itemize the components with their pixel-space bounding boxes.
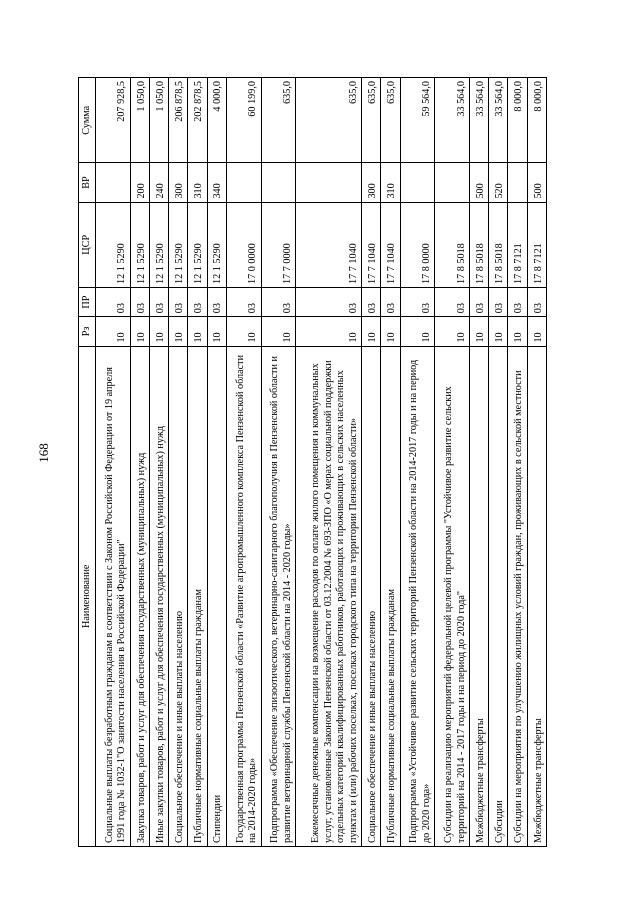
table-row [469, 78, 488, 847]
cell-csr: 17 7 1040 [362, 202, 381, 287]
cell-sum: 1 050,0 [130, 78, 149, 164]
cell-pr: 03 [508, 287, 527, 316]
cell-csr: 17 0 0000 [226, 202, 261, 287]
cell-sum: 206 878,5 [169, 78, 188, 164]
cell-rz: 10 [508, 317, 527, 346]
cell-csr: 17 8 5018 [469, 202, 488, 287]
cell-vr [400, 163, 435, 202]
table-row [296, 78, 362, 847]
cell-vr: 300 [362, 163, 381, 202]
cell-name: Стипендии [207, 346, 226, 846]
cell-pr: 03 [296, 287, 362, 316]
table-header-row [79, 78, 96, 847]
cell-vr: 500 [469, 163, 488, 202]
table-row [362, 78, 381, 847]
table-row [381, 78, 400, 847]
cell-pr: 03 [362, 287, 381, 316]
cell-pr: 03 [130, 287, 149, 316]
cell-vr [508, 163, 527, 202]
cell-name: Субсидии [489, 346, 508, 846]
cell-sum: 60 199,0 [226, 78, 261, 164]
cell-csr: 17 8 5018 [489, 202, 508, 287]
cell-sum: 8 000,0 [527, 78, 546, 164]
header-vr: ВР [79, 163, 96, 202]
cell-rz: 10 [489, 317, 508, 346]
cell-csr: 17 8 5018 [435, 202, 470, 287]
cell-pr: 03 [226, 287, 261, 316]
table-body [96, 78, 547, 847]
cell-sum: 1 050,0 [149, 78, 168, 164]
cell-name: Межбюджетные трансферты [527, 346, 546, 846]
budget-table [78, 77, 547, 847]
cell-name: Ежемесячные денежные компенсации на возмещение расходов по оплате жилого помещения и коммунальных услуг, установленные Законом Пензенской области от 03.12.2004 № 693-ЗПО «О мерах социальной поддержки отдельных категорий квалифицированных работников, работающих и проживающих в сельских населенных пунктах и (или) рабочих поселках, поселках городского типа на территории Пензенской области» [296, 346, 362, 846]
table-row [261, 78, 296, 847]
header-csr: ЦСР [79, 202, 96, 287]
cell-csr: 12 1 5290 [130, 202, 149, 287]
cell-csr: 17 7 1040 [381, 202, 400, 287]
cell-pr: 03 [169, 287, 188, 316]
header-name: Наименование [79, 346, 96, 846]
cell-csr: 12 1 5290 [169, 202, 188, 287]
cell-name: Социальное обеспечение и иные выплаты населению [169, 346, 188, 846]
cell-sum: 4 000,0 [207, 78, 226, 164]
cell-csr: 12 1 5290 [149, 202, 168, 287]
cell-sum: 33 564,0 [489, 78, 508, 164]
cell-csr: 12 1 5290 [188, 202, 207, 287]
cell-sum: 59 564,0 [400, 78, 435, 164]
cell-sum: 635,0 [381, 78, 400, 164]
header-rz: Рз [79, 317, 96, 346]
cell-pr: 03 [149, 287, 168, 316]
cell-pr: 03 [381, 287, 400, 316]
cell-name: Государственная программа Пензенской области «Развитие агропромышленного комплекса Пензенской области на 2014-2020 годы» [226, 346, 261, 846]
cell-rz: 10 [226, 317, 261, 346]
table-row [435, 78, 470, 847]
table-row [169, 78, 188, 847]
cell-sum: 33 564,0 [469, 78, 488, 164]
cell-rz: 10 [469, 317, 488, 346]
cell-name: Межбюджетные трансферты [469, 346, 488, 846]
cell-rz: 10 [381, 317, 400, 346]
cell-vr: 200 [130, 163, 149, 202]
cell-sum: 635,0 [362, 78, 381, 164]
cell-sum: 207 928,5 [96, 78, 131, 164]
cell-rz: 10 [96, 317, 131, 346]
table-row [207, 78, 226, 847]
cell-rz: 10 [261, 317, 296, 346]
cell-name: Подпрограмма «Устойчивое развитие сельских территорий Пензенской области на 2014-2017 годы и на период до 2020 года» [400, 346, 435, 846]
cell-pr: 03 [207, 287, 226, 316]
cell-vr: 310 [381, 163, 400, 202]
cell-vr [226, 163, 261, 202]
cell-name: Социальные выплаты безработным гражданам в соответствии с Законом Российской Федерации от 19 апреля 1991 года № 1032-1"О занятости населения в Российской Федерации" [96, 346, 131, 846]
table-row [489, 78, 508, 847]
cell-rz: 10 [435, 317, 470, 346]
table-row [400, 78, 435, 847]
cell-rz: 10 [169, 317, 188, 346]
cell-vr [435, 163, 470, 202]
cell-sum: 635,0 [296, 78, 362, 164]
cell-vr: 340 [207, 163, 226, 202]
cell-vr [296, 163, 362, 202]
cell-rz: 10 [527, 317, 546, 346]
cell-vr: 240 [149, 163, 168, 202]
cell-vr [96, 163, 131, 202]
table-row [226, 78, 261, 847]
table-row [188, 78, 207, 847]
cell-pr: 03 [261, 287, 296, 316]
cell-pr: 03 [96, 287, 131, 316]
cell-rz: 10 [207, 317, 226, 346]
cell-csr: 17 7 1040 [296, 202, 362, 287]
cell-sum: 8 000,0 [508, 78, 527, 164]
cell-sum: 635,0 [261, 78, 296, 164]
cell-sum: 202 878,5 [188, 78, 207, 164]
cell-name: Закупка товаров, работ и услуг для обеспечения государственных (муниципальных) нужд [130, 346, 149, 846]
cell-csr: 17 8 0000 [400, 202, 435, 287]
cell-csr: 17 8 7121 [508, 202, 527, 287]
cell-vr [261, 163, 296, 202]
cell-name: Иные закупки товаров, работ и услуг для обеспечения государственных (муниципальных) нужд [149, 346, 168, 846]
cell-name: Субсидии на реализацию мероприятий федеральной целевой программы "Устойчивое развитие сельских территорий на 2014 - 2017 годы и на период до 2020 года" [435, 346, 470, 846]
cell-rz: 10 [400, 317, 435, 346]
cell-csr: 12 1 5290 [207, 202, 226, 287]
cell-pr: 03 [489, 287, 508, 316]
cell-rz: 10 [362, 317, 381, 346]
cell-vr: 500 [527, 163, 546, 202]
header-pr: ПР [79, 287, 96, 316]
cell-rz: 10 [188, 317, 207, 346]
cell-vr: 310 [188, 163, 207, 202]
table-row [96, 78, 131, 847]
table-row [508, 78, 527, 847]
cell-name: Публичные нормативные социальные выплаты гражданам [381, 346, 400, 846]
cell-pr: 03 [188, 287, 207, 316]
cell-vr: 300 [169, 163, 188, 202]
cell-csr: 17 8 7121 [527, 202, 546, 287]
page-number: 168 [36, 443, 51, 463]
cell-pr: 03 [435, 287, 470, 316]
table-row [130, 78, 149, 847]
cell-csr: 12 1 5290 [96, 202, 131, 287]
cell-vr: 520 [489, 163, 508, 202]
cell-rz: 10 [130, 317, 149, 346]
cell-name: Субсидии на мероприятия по улучшению жилищных условий граждан, проживающих в сельской местности [508, 346, 527, 846]
cell-name: Социальное обеспечение и иные выплаты населению [362, 346, 381, 846]
table-row [527, 78, 546, 847]
table-row [149, 78, 168, 847]
cell-pr: 03 [400, 287, 435, 316]
cell-name: Публичные нормативные социальные выплаты гражданам [188, 346, 207, 846]
rotated-table-container [78, 77, 547, 847]
cell-pr: 03 [527, 287, 546, 316]
cell-sum: 33 564,0 [435, 78, 470, 164]
cell-name: Подпрограмма «Обеспечение эпизоотического, ветеринарно-санитарного благополучия в Пензенской области и развитие ветеринарной службы Пензенской области на 2014 - 2020 годы» [261, 346, 296, 846]
cell-rz: 10 [296, 317, 362, 346]
cell-csr: 17 7 0000 [261, 202, 296, 287]
cell-pr: 03 [469, 287, 488, 316]
cell-rz: 10 [149, 317, 168, 346]
header-sum: Сумма [79, 78, 96, 164]
